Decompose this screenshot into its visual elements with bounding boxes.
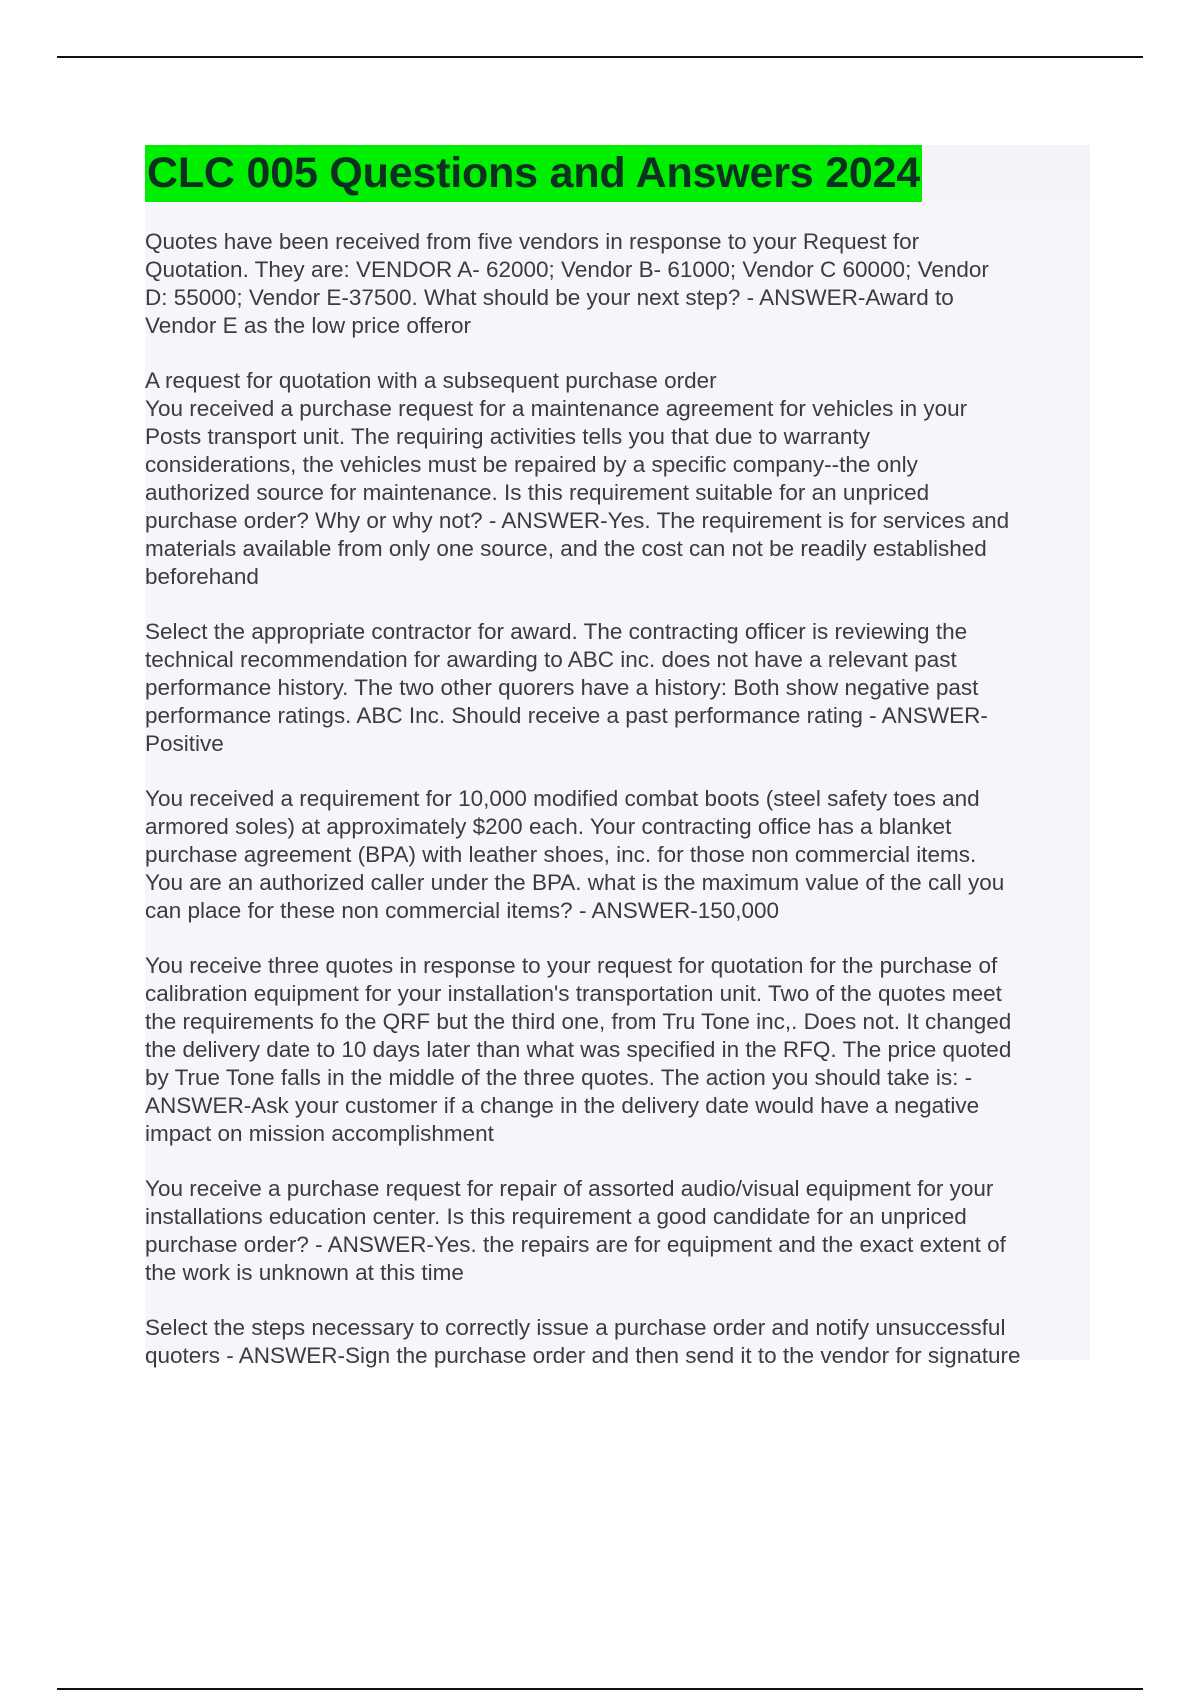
page-title: CLC 005 Questions and Answers 2024 [145,145,922,202]
qa-list [145,228,1090,1370]
top-rule [57,56,1143,58]
qa-item: You received a requirement for 10,000 modified combat boots (steel safety toes and armored soles) at approximately $200 each. Your contracting office has a blanket purchase agreement (BPA) with leather shoes, inc. for those non commercial items. You are an authorized caller under the BPA. what is the maximum value of the call you can place for these non commercial items? - ANSWER-150,000 [145,786,1005,923]
qa-item: Select the steps necessary to correctly issue a purchase order and notify unsuccessful quoters - ANSWER-Sign the purchase order and then send it to the vendor for signature [145,1315,1021,1368]
qa-item: Select the appropriate contractor for award. The contracting officer is reviewing the technical recommendation for awarding to ABC inc. does not have a relevant past performance history. The two other quorers have a history: Both show negative past performance ratings. ABC Inc. Should receive a past performance rating - ANSWER- Positive [145,619,988,756]
bottom-rule [57,1688,1143,1690]
qa-item: A request for quotation with a subsequent purchase order You received a purchase request for a maintenance agreement for vehicles in your Posts transport unit. The requiring activities tells you that due to warranty considerations, the vehicles must be repaired by a specific company--the only authorized source for maintenance. Is this requirement suitable for an unpriced purchase order? Why or why not? - ANSWER-Yes. The requirement is for services and materials available from only one source, and the cost can not be readily established beforehand [145,368,1010,589]
qa-item: Quotes have been received from five vendors in response to your Request for Quotation. They are: VENDOR A- 62000; Vendor B- 61000; Vendor C 60000; Vendor D: 55000; Vendor E-37500. What should be your next step? - ANSWER-Award to Vendor E as the low price offeror [145,229,989,338]
qa-item: You receive three quotes in response to your request for quotation for the purchase of calibration equipment for your installation's transportation unit. Two of the quotes meet the requirements fo the QRF but the third one, from Tru Tone inc,. Does not. It changed the delivery date to 10 days later than what was specified in the RFQ. The price quoted by True Tone falls in the middle of the three quotes. The action you should take is: - ANSWER-Ask your customer if a change in the delivery date would have a negative impact on mission accomplishment [145,953,1012,1146]
title-row [145,145,1090,202]
document-body [145,145,1090,1368]
qa-item: You receive a purchase request for repair of assorted audio/visual equipment for your installations education center. Is this requirement a good candidate for an unpriced purchase order? - ANSWER-Yes. the repairs are for equipment and the exact extent of the work is unknown at this time [145,1176,1006,1285]
